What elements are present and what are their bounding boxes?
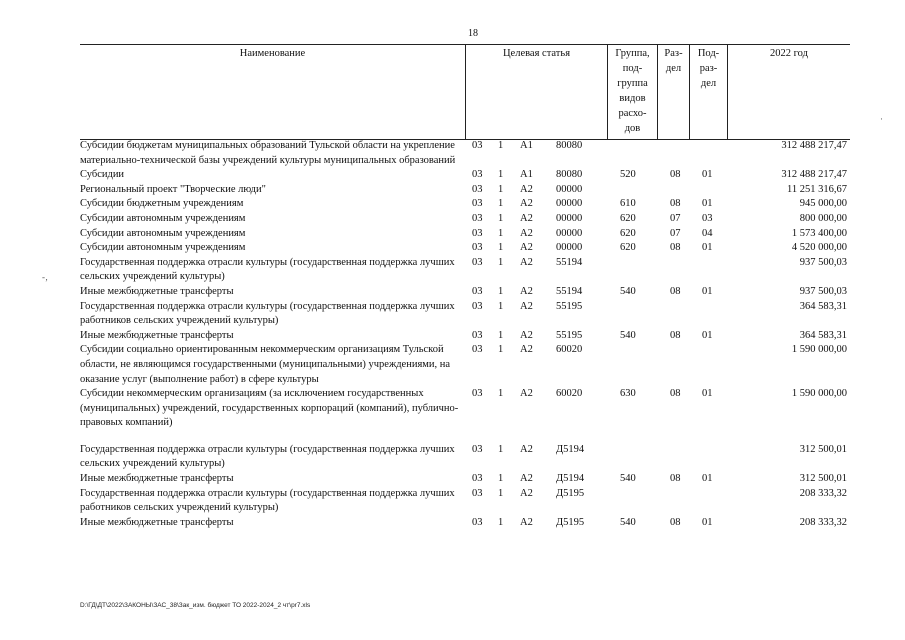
cell-p: 01	[702, 473, 713, 485]
cell-a: 03	[472, 212, 483, 224]
cell-d: 80080	[556, 169, 583, 181]
row-name: Государственная поддержка отрасли культуры (государственная поддержка лучших сельских учреждений культуры)	[80, 443, 455, 470]
cell-b: 1	[498, 487, 504, 499]
cell-p: 01	[702, 516, 713, 528]
header-group-line: расхо-	[618, 108, 647, 119]
cell-c: А2	[520, 227, 533, 239]
cell-d: 55194	[556, 256, 583, 268]
cell-d: 80080	[556, 140, 583, 151]
cell-a: 03	[472, 388, 483, 400]
cell-sum: 364 583,31	[799, 329, 847, 341]
cell-a: 03	[472, 344, 483, 356]
table-row	[80, 256, 855, 285]
cell-r: 08	[670, 473, 681, 485]
cell-d: Д5195	[556, 487, 585, 499]
header-name-label: Наименование	[239, 48, 306, 59]
cell-a: 03	[472, 300, 483, 312]
header-section	[658, 45, 690, 139]
cell-a: 03	[472, 169, 483, 181]
cell-g: 540	[620, 473, 636, 485]
row-name: Иные межбюджетные трансферты	[80, 329, 234, 341]
cell-d: 00000	[556, 242, 583, 254]
cell-sum: 945 000,00	[799, 198, 847, 210]
cell-a: 03	[472, 516, 483, 528]
cell-sum: 312 488 217,47	[781, 169, 847, 181]
header-group-line: Группа,	[615, 48, 650, 59]
row-name: Региональный проект "Творческие люди"	[80, 183, 266, 195]
row-name: Субсидии бюджетным учреждениям	[80, 198, 244, 210]
cell-d: 60020	[556, 344, 583, 356]
table-row	[80, 443, 855, 472]
cell-c: А2	[520, 285, 533, 297]
cell-b: 1	[498, 329, 504, 341]
cell-c: А2	[520, 329, 533, 341]
cell-sum: 312 500,01	[799, 473, 847, 485]
header-group	[608, 45, 658, 139]
cell-c: А2	[520, 212, 533, 224]
cell-g: 620	[620, 242, 636, 254]
cell-sum: 937 500,03	[799, 285, 847, 297]
cell-b: 1	[498, 516, 504, 528]
cell-b: 1	[498, 388, 504, 400]
table-row	[80, 329, 855, 344]
cell-sum: 11 251 316,67	[787, 183, 847, 195]
cell-g: 630	[620, 388, 636, 400]
cell-b: 1	[498, 256, 504, 268]
cell-a: 03	[472, 140, 483, 151]
cell-p: 01	[702, 169, 713, 181]
header-group-line: дов	[624, 123, 641, 134]
table-body	[80, 139, 855, 530]
row-name: Субсидии автономным учреждениям	[80, 242, 246, 254]
header-subsection-line: раз-	[699, 63, 718, 74]
cell-d: 60020	[556, 388, 583, 400]
cell-c: А1	[520, 169, 533, 181]
header-group-line: под-	[622, 63, 643, 74]
cell-g: 540	[620, 516, 636, 528]
page-number: 18	[468, 28, 478, 39]
header-year	[728, 45, 850, 139]
cell-r: 07	[670, 227, 681, 239]
cell-c: А2	[520, 198, 533, 210]
cell-sum: 800 000,00	[799, 212, 847, 224]
table-row	[80, 387, 855, 431]
cell-r: 08	[670, 388, 681, 400]
row-name: Иные межбюджетные трансферты	[80, 473, 234, 485]
cell-r: 07	[670, 212, 681, 224]
cell-b: 1	[498, 242, 504, 254]
cell-g: 620	[620, 227, 636, 239]
cell-r: 08	[670, 198, 681, 210]
cell-sum: 312 488 217,47	[781, 140, 847, 151]
cell-b: 1	[498, 285, 504, 297]
cell-p: 01	[702, 242, 713, 254]
cell-g: 620	[620, 212, 636, 224]
cell-sum: 937 500,03	[799, 256, 847, 268]
cell-p: 03	[702, 212, 713, 224]
header-subsection	[690, 45, 728, 139]
cell-c: А1	[520, 140, 533, 151]
table-row	[80, 227, 855, 242]
header-group-line: видов	[619, 93, 646, 104]
cell-sum: 364 583,31	[799, 300, 847, 312]
row-name: Иные межбюджетные трансферты	[80, 516, 234, 528]
cell-d: Д5194	[556, 473, 585, 485]
row-name: Субсидии автономным учреждениям	[80, 227, 246, 239]
cell-sum: 208 333,32	[799, 487, 847, 499]
cell-sum: 312 500,01	[799, 443, 847, 455]
cell-r: 08	[670, 169, 681, 181]
row-name: Субсидии	[80, 169, 125, 181]
table-row	[80, 472, 855, 487]
cell-c: А2	[520, 516, 533, 528]
cell-b: 1	[498, 140, 504, 151]
cell-b: 1	[498, 344, 504, 356]
cell-d: 55194	[556, 285, 583, 297]
cell-c: А2	[520, 242, 533, 254]
cell-c: А2	[520, 473, 533, 485]
cell-d: Д5194	[556, 443, 585, 455]
cell-p: 01	[702, 388, 713, 400]
cell-c: А2	[520, 344, 533, 356]
table-row	[80, 285, 855, 300]
row-name: Государственная поддержка отрасли культуры (государственная поддержка лучших работников сельских учреждений культуры)	[80, 300, 455, 327]
cell-c: А2	[520, 443, 533, 455]
table-row	[80, 139, 855, 168]
cell-p: 04	[702, 227, 713, 239]
cell-c: А2	[520, 183, 533, 195]
cell-d: 55195	[556, 300, 583, 312]
cell-b: 1	[498, 183, 504, 195]
cell-b: 1	[498, 443, 504, 455]
cell-sum: 1 590 000,00	[791, 388, 847, 400]
cell-p: 01	[702, 285, 713, 297]
cell-a: 03	[472, 443, 483, 455]
cell-d: Д5195	[556, 516, 585, 528]
cell-g: 540	[620, 285, 636, 297]
cell-a: 03	[472, 487, 483, 499]
header-section-line: дел	[665, 63, 682, 74]
cell-b: 1	[498, 227, 504, 239]
table-row	[80, 343, 855, 387]
cell-g: 540	[620, 329, 636, 341]
cell-a: 03	[472, 256, 483, 268]
cell-sum: 1 590 000,00	[791, 344, 847, 356]
table-row	[80, 300, 855, 329]
cell-c: А2	[520, 487, 533, 499]
cell-b: 1	[498, 198, 504, 210]
cell-r: 08	[670, 329, 681, 341]
cell-p: 01	[702, 329, 713, 341]
cell-d: 00000	[556, 212, 583, 224]
row-name: Государственная поддержка отрасли культуры (государственная поддержка лучших сельских учреждений культуры)	[80, 256, 455, 283]
cell-c: А2	[520, 256, 533, 268]
table-row	[80, 183, 855, 198]
table-row	[80, 487, 855, 516]
cell-r: 08	[670, 285, 681, 297]
cell-sum: 4 520 000,00	[791, 242, 847, 254]
row-name: Субсидии социально ориентированным некоммерческим организациям Тульской области, не являющимся государственными (муниципальными) учреждениями, на оказание услуг (выполнение работ) в сфере культуры	[80, 344, 451, 385]
table-row	[80, 241, 855, 256]
table-header	[80, 44, 850, 140]
table-row	[80, 212, 855, 227]
header-name	[80, 45, 466, 139]
cell-d: 00000	[556, 227, 583, 239]
cell-p: 01	[702, 198, 713, 210]
cell-r: 08	[670, 242, 681, 254]
footer-file-path: D:\ГД\ДТ\2022\ЗАКОНЫ\ЗАС_38\Зак_изм. бюджет ТО 2022-2024_2 чт\pr7.xls	[80, 602, 311, 609]
cell-a: 03	[472, 227, 483, 239]
cell-a: 03	[472, 242, 483, 254]
cell-a: 03	[472, 329, 483, 341]
scan-mark: ·	[880, 114, 883, 124]
row-name: Субсидии бюджетам муниципальных образований Тульской области на укрепление материально-технической базы учреждений культуры муниципальных образований	[80, 140, 456, 166]
cell-sum: 208 333,32	[799, 516, 847, 528]
cell-d: 00000	[556, 198, 583, 210]
cell-b: 1	[498, 212, 504, 224]
cell-r: 08	[670, 516, 681, 528]
table-row	[80, 197, 855, 212]
cell-b: 1	[498, 169, 504, 181]
cell-c: А2	[520, 388, 533, 400]
header-target-label: Целевая статья	[502, 48, 571, 59]
table-row	[80, 516, 855, 531]
cell-b: 1	[498, 473, 504, 485]
header-section-line: Раз-	[664, 48, 683, 59]
header-year-label: 2022 год	[770, 48, 808, 59]
scan-mark: -‚	[42, 272, 48, 282]
cell-g: 520	[620, 169, 636, 181]
cell-c: А2	[520, 300, 533, 312]
table-row	[80, 168, 855, 183]
cell-g: 610	[620, 198, 636, 210]
cell-a: 03	[472, 285, 483, 297]
cell-a: 03	[472, 183, 483, 195]
cell-a: 03	[472, 473, 483, 485]
header-subsection-line: Под-	[697, 48, 720, 59]
header-group-line: группа	[617, 78, 648, 89]
row-name: Иные межбюджетные трансферты	[80, 285, 234, 297]
cell-a: 03	[472, 198, 483, 210]
cell-b: 1	[498, 300, 504, 312]
cell-sum: 1 573 400,00	[791, 227, 847, 239]
header-subsection-line: дел	[700, 78, 717, 89]
cell-d: 55195	[556, 329, 583, 341]
row-name: Субсидии автономным учреждениям	[80, 212, 246, 224]
cell-d: 00000	[556, 183, 583, 195]
header-target	[466, 45, 608, 139]
row-name: Субсидии некоммерческим организациям (за исключением государственных (муниципальных) учреждений, государственных корпораций (компаний), публично-правовых компаний)	[80, 388, 459, 429]
row-name: Государственная поддержка отрасли культуры (государственная поддержка лучших работников сельских учреждений культуры)	[80, 487, 455, 514]
